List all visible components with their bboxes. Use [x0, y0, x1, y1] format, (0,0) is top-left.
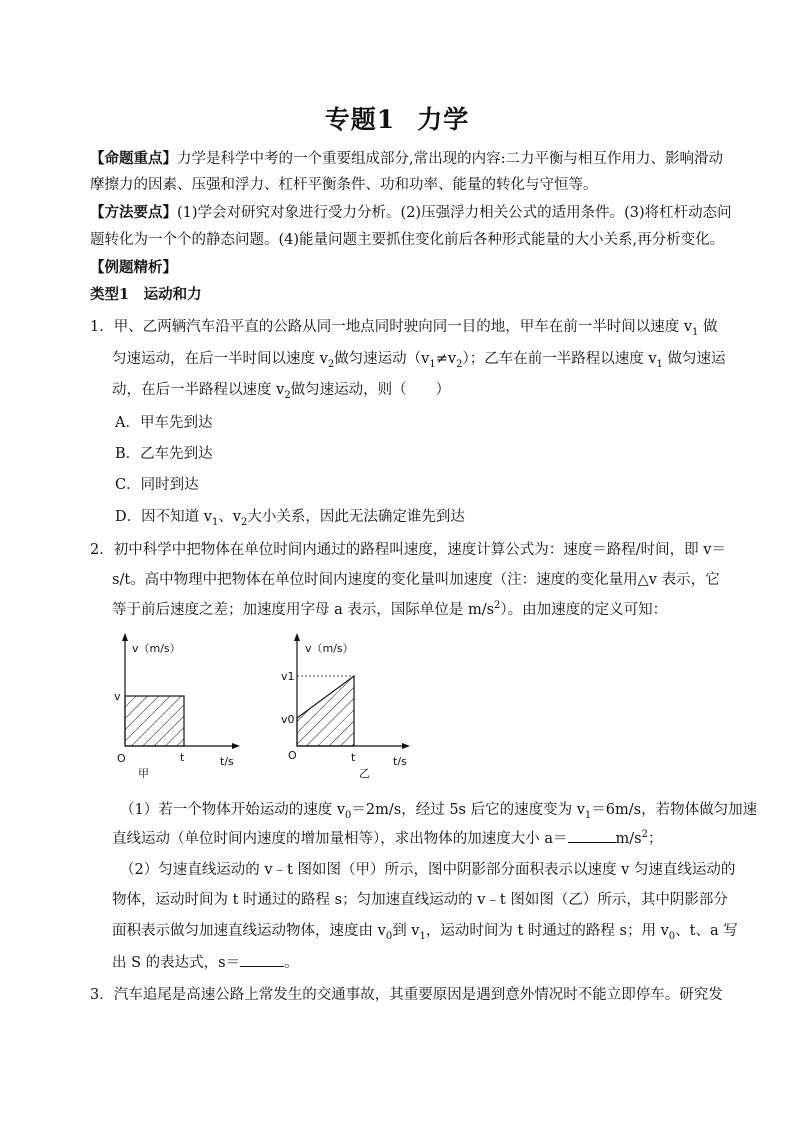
question-2-part-2-line-1: （2）匀速直线运动的 v﹣t 图如图（甲）所示，图中阴影部分面积表示以速度 v 匀速直线运动的: [120, 862, 736, 878]
v-label: v: [114, 690, 121, 703]
x-axis-label: t/s: [393, 755, 407, 768]
y-axis-label: v（m/s）: [305, 642, 354, 655]
y-axis-arrow: [122, 633, 128, 641]
option-d: D．因不知道 $v_1$、$v_2$大小关系，因此无法确定谁先到达: [115, 509, 465, 528]
method-points-line-1: 【方法要点】(1)学会对研究对象进行受力分析。(2)压强浮力相关公式的适用条件。(3)将杠杆动态问: [90, 204, 732, 221]
type-heading: 类型1 运动和力: [90, 286, 202, 303]
v0-label: v0: [281, 713, 295, 726]
option-c: C．同时到达: [115, 477, 199, 493]
question-3-line-1: 3．汽车追尾是高速公路上常发生的交通事故，其重要原因是遇到意外情况时不能立即停车。研究发: [90, 987, 723, 1003]
question-2-line-2: s/t。高中物理中把物体在单位时间内速度的变化量叫加速度（注：速度的变化量用△v 表示，它: [112, 572, 720, 588]
graph-caption: 甲: [138, 767, 149, 780]
y-axis-arrow: [294, 633, 300, 641]
question-1-line-3: 动，在后一半路程以速度 $v_2$做匀速运动，则（ ）: [112, 382, 451, 401]
shaded-area: [297, 676, 354, 746]
answer-blank-acceleration[interactable]: [568, 828, 616, 843]
option-a: A．甲车先到达: [115, 415, 213, 431]
key-points-line-1: 【命题重点】力学是科学中考的一个重要组成部分,常出现的内容:二力平衡与相互作用力、影响滑动: [90, 150, 723, 167]
question-1-line-2: 匀速运动，在后一半时间以速度 $v_2$做匀速运动$(v_1\ne v_2)$；乙车在前一半路程以速度 $v_1$ 做匀速运: [112, 351, 726, 370]
graph-accelerated-motion: [275, 630, 435, 780]
method-points-line-2: 题转化为一个个的静态问题。(4)能量问题主要抓住变化前后各种形式能量的大小关系,再分析变化。: [90, 232, 725, 248]
graph-uniform-motion: [100, 630, 260, 780]
question-2-line-1: 2．初中科学中把物体在单位时间内通过的路程叫速度，速度计算公式为：速度＝路程/时间，即 v＝: [90, 542, 726, 558]
shaded-area: [125, 696, 184, 746]
x-axis-arrow: [402, 743, 410, 749]
page-title: 专题1 力学: [324, 105, 470, 134]
x-axis-label: t/s: [220, 755, 234, 768]
answer-blank-distance[interactable]: [240, 952, 284, 967]
question-1-line-1: 1．甲、乙两辆汽车沿平直的公路从同一地点同时驶向同一目的地，甲车在前一半时间以速度 $v_1$ 做: [90, 319, 718, 338]
t-label: t: [180, 751, 185, 764]
graph-caption: 乙: [359, 767, 370, 780]
v1-label: v1: [281, 670, 295, 683]
y-axis-label: v（m/s）: [132, 642, 181, 655]
question-2-part-2-line-3: 面积表示做匀加速直线运动物体，速度由 $v_0$到 $v_1$，运动时间为 t 时通过的路程 s；用 $v_0$、t、a 写: [112, 923, 738, 942]
key-points-line-2: 摩擦力的因素、压强和浮力、杠杆平衡条件、功和功率、能量的转化与守恒等。: [90, 177, 598, 193]
option-b: B．乙车先到达: [115, 446, 213, 462]
question-2-part-1-line-1: （1）若一个物体开始运动的速度 $v_0=2m/s$，经过 5s 后它的速度变为 $v_1=6m/s$，若物体做匀加速: [120, 802, 758, 821]
question-2-line-3: 等于前后速度之差；加速度用字母 a 表示，国际单位是 $m/s^2$）。由加速度的定义可知：: [112, 600, 668, 618]
question-2-part-1-line-2: 直线运动（单位时间内速度的增加量相等），求出物体的加速度大小 $a= m/s^2$；: [112, 829, 663, 847]
origin-label: O: [117, 752, 126, 765]
x-axis-arrow: [232, 743, 240, 749]
question-2-part-2-line-2: 物体，运动时间为 t 时通过的路程 s；匀加速直线运动的 v﹣t 图如图（乙）所示，其中阴影部分: [112, 892, 728, 908]
t-label: t: [351, 751, 356, 764]
origin-label: O: [288, 749, 297, 762]
question-2-part-2-line-4: 出 S 的表达式，s＝ 。: [112, 952, 299, 973]
example-heading: 【例题精析】: [90, 259, 177, 276]
